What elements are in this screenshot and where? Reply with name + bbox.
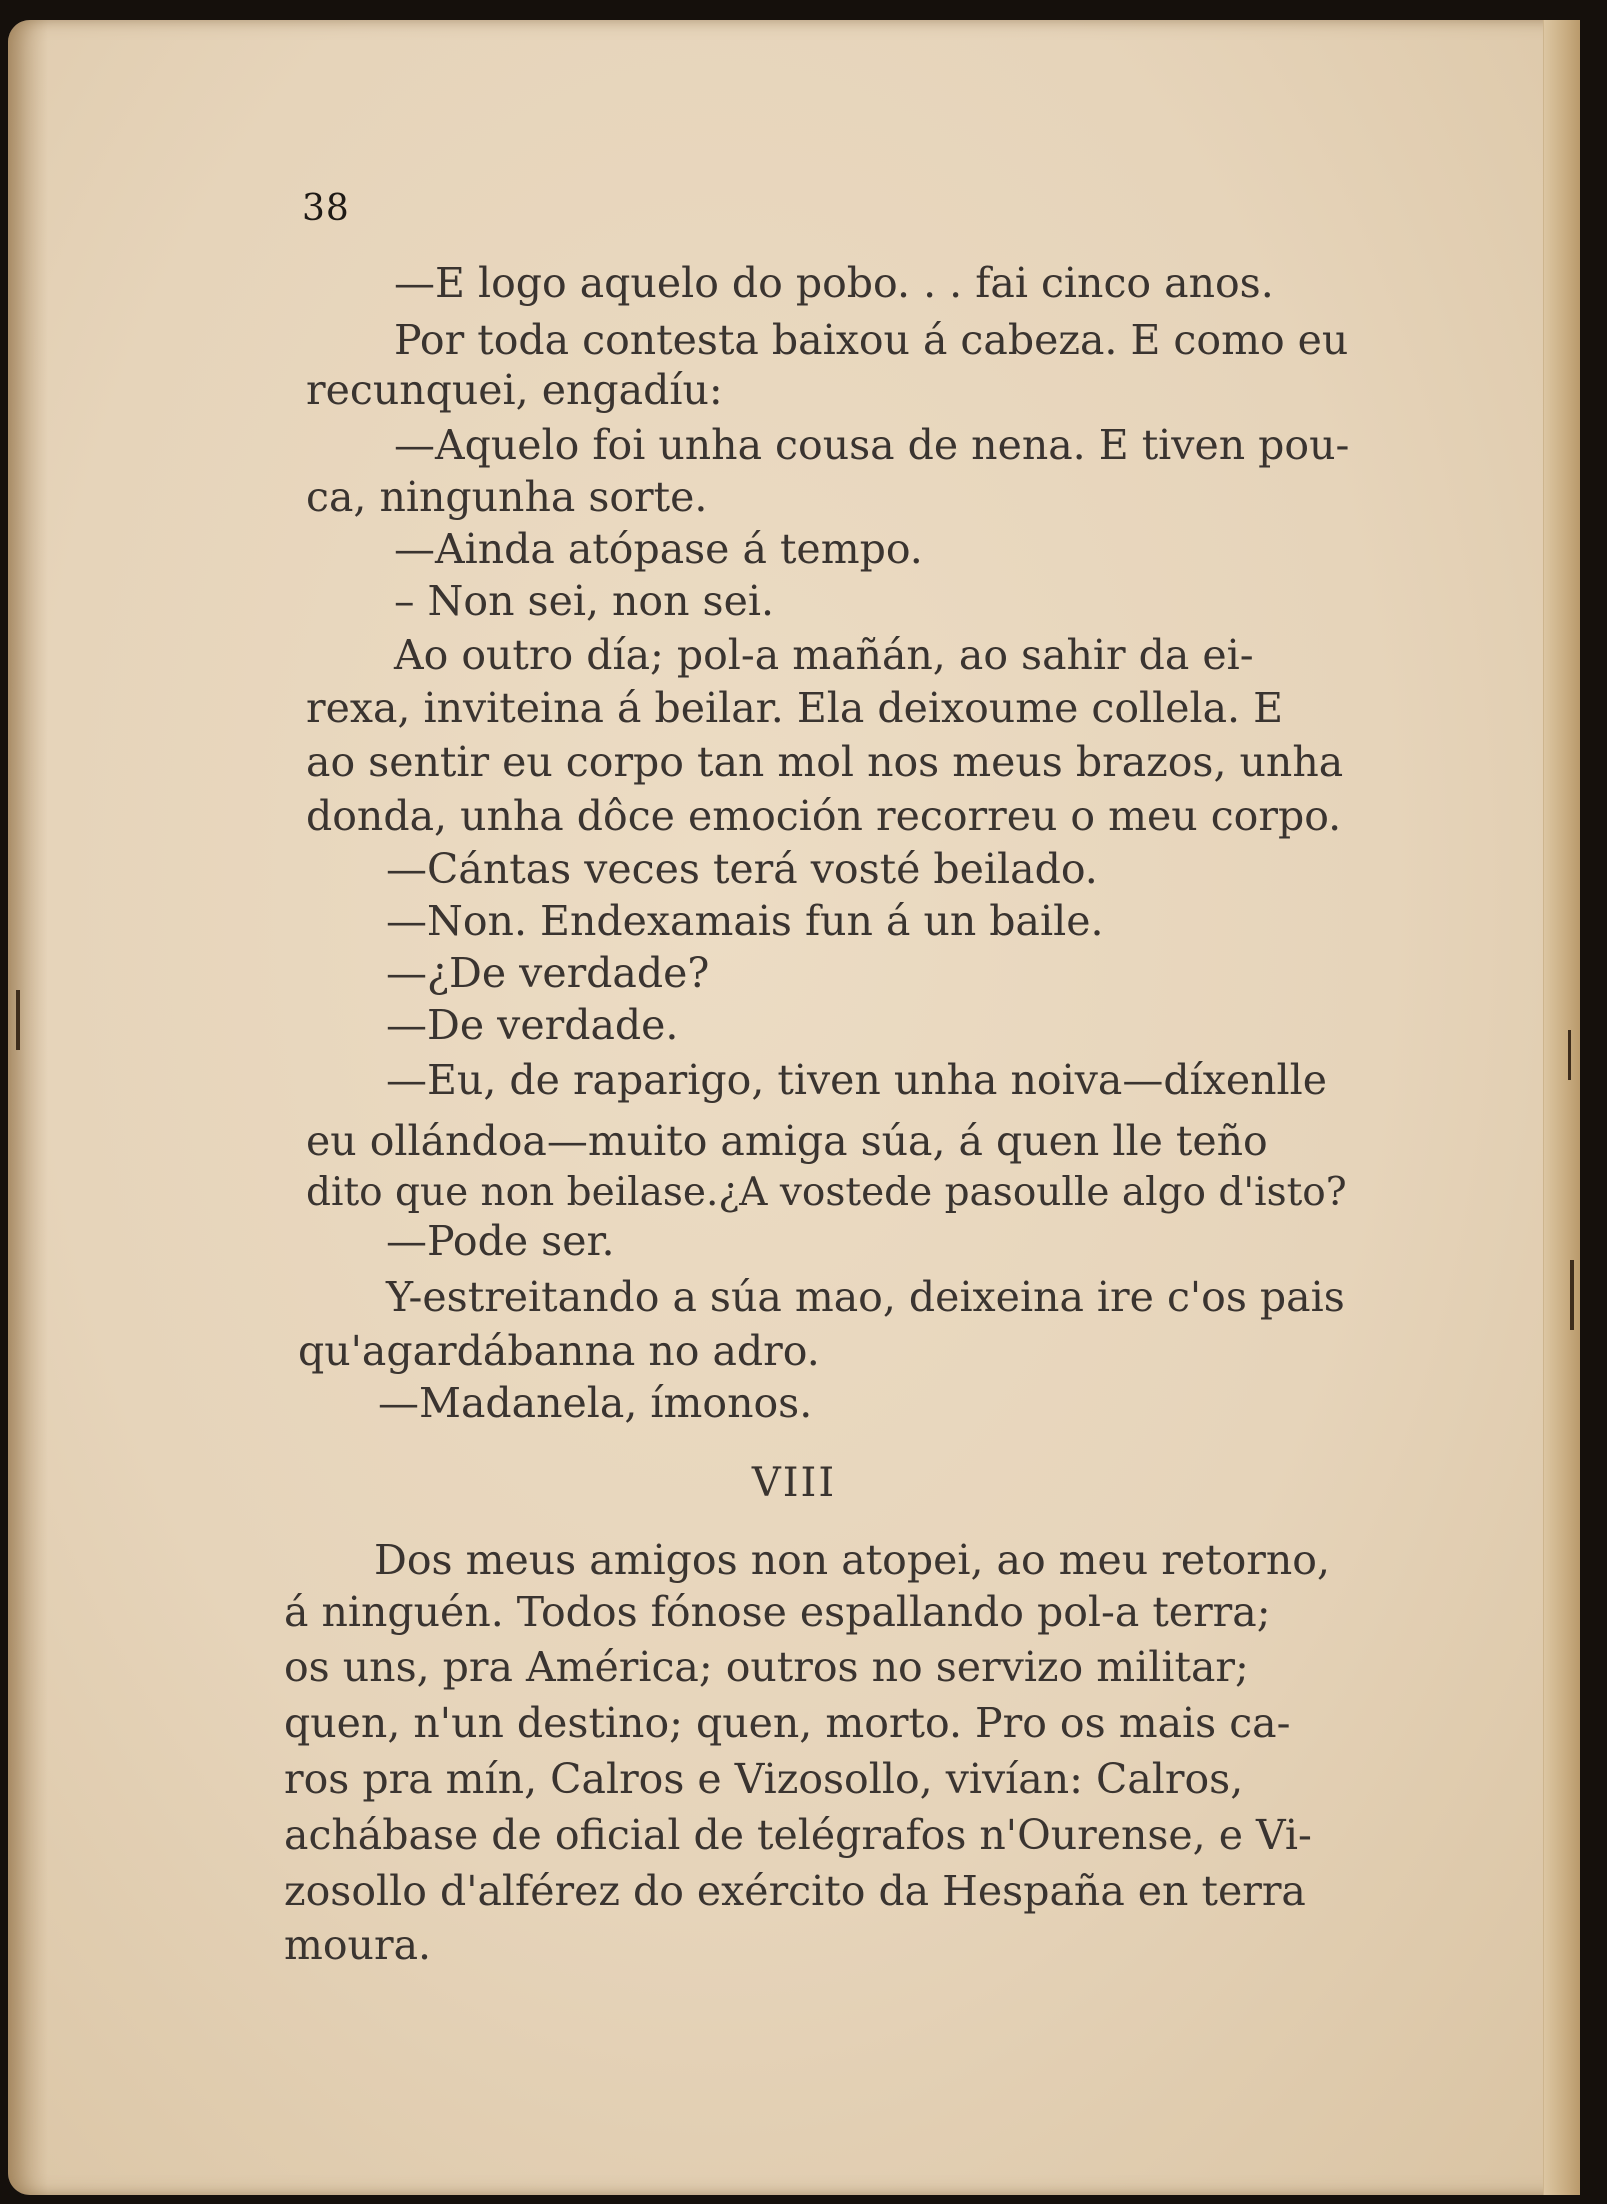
text-line: qu'agardábanna no adro. xyxy=(298,1327,820,1375)
page-edge xyxy=(1543,20,1580,2195)
text-line: eu ollándoa—muito amiga súa, á quen lle teño xyxy=(306,1117,1268,1165)
text-line: os uns, pra América; outros no servizo militar; xyxy=(284,1643,1249,1691)
text-line: Y-estreitando a súa mao, deixeina ire c'os pais xyxy=(386,1273,1345,1321)
text-line: moura. xyxy=(284,1921,432,1969)
text-line: —¿De verdade? xyxy=(386,949,710,997)
text-line: —Madanela, ímonos. xyxy=(378,1379,813,1427)
text-line: achábase de oficial de telégrafos n'Ourense, e Vi- xyxy=(284,1811,1312,1859)
text-line: á ninguén. Todos fónose espallando pol-a terra; xyxy=(284,1588,1271,1636)
text-line: – Non sei, non sei. xyxy=(394,577,774,625)
text-line: quen, n'un destino; quen, morto. Pro os mais ca- xyxy=(284,1699,1291,1747)
book-page xyxy=(8,20,1580,2195)
margin-mark xyxy=(16,990,20,1050)
text-line: —Pode ser. xyxy=(386,1217,615,1265)
spine-shadow xyxy=(8,20,48,2195)
text-line: Ao outro día; pol-a mañán, ao sahir da ei- xyxy=(394,631,1254,679)
text-line: ros pra mín, Calros e Vizosollo, vivían: Calros, xyxy=(284,1755,1244,1803)
text-line: —Ainda atópase á tempo. xyxy=(394,525,923,573)
text-line: donda, unha dôce emoción recorreu o meu corpo. xyxy=(306,792,1342,840)
chapter-heading: VIII xyxy=(751,1460,837,1506)
text-line: —Non. Endexamais fun á un baile. xyxy=(386,897,1104,945)
text-line: ca, ningunha sorte. xyxy=(306,473,708,521)
text-line: —Aquelo foi unha cousa de nena. E tiven pou- xyxy=(394,421,1350,469)
text-line: rexa, inviteina á beilar. Ela deixoume collela. E xyxy=(306,684,1284,732)
margin-mark xyxy=(1570,1260,1574,1330)
text-line: ao sentir eu corpo tan mol nos meus brazos, unha xyxy=(306,738,1344,786)
text-line: —E logo aquelo do pobo. . . fai cinco anos. xyxy=(394,259,1274,307)
text-line: Dos meus amigos non atopei, ao meu retorno, xyxy=(374,1536,1330,1584)
text-line: zosollo d'alférez do exército da Hespaña en terra xyxy=(284,1867,1306,1915)
text-line: —De verdade. xyxy=(386,1001,679,1049)
text-line: dito que non beilase.¿A vostede pasoulle algo d'isto? xyxy=(306,1170,1347,1215)
text-line: —Cántas veces terá vosté beilado. xyxy=(386,845,1098,893)
margin-mark xyxy=(1568,1030,1571,1080)
page-number: 38 xyxy=(302,188,350,229)
text-line: —Eu, de raparigo, tiven unha noiva—díxenlle xyxy=(386,1056,1327,1104)
text-line: Por toda contesta baixou á cabeza. E como eu xyxy=(394,316,1349,364)
text-line: recunquei, engadíu: xyxy=(306,366,723,414)
